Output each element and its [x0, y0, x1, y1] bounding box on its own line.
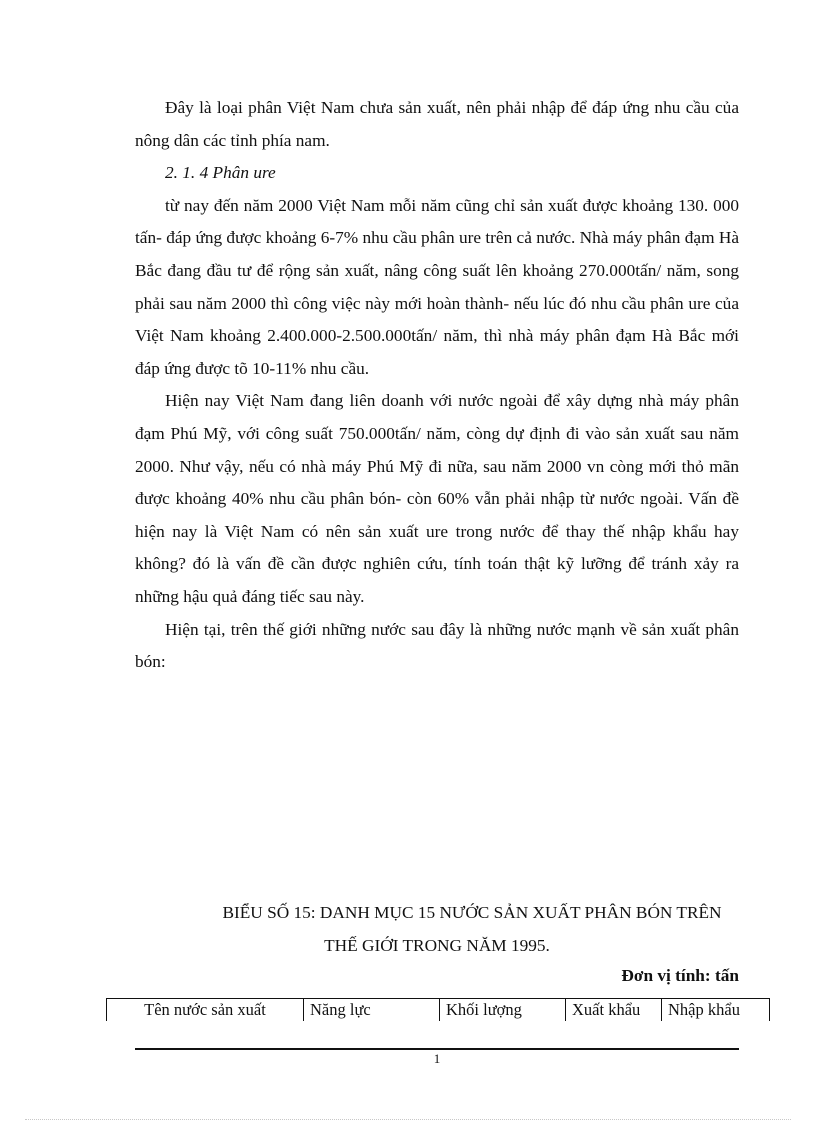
- table-title-line-2: THẾ GIỚI TRONG NĂM 1995.: [324, 935, 550, 955]
- body-text: [135, 92, 739, 679]
- paragraph-intro: Đây là loại phân Việt Nam chưa sản xuất, nên phải nhập để đáp ứng nhu cầu của nông dân các tỉnh phía nam.: [135, 98, 739, 150]
- column-header-export: Xuất khẩu: [565, 999, 661, 1021]
- unit-label: Đơn vị tính: tấn: [621, 966, 739, 985]
- page-edge-divider: [25, 1119, 791, 1120]
- footer-divider: [135, 1048, 739, 1050]
- section-heading: 2. 1. 4 Phân ure: [165, 163, 276, 183]
- column-header-capacity: Năng lực: [303, 999, 439, 1021]
- column-header-import: Nhập khẩu: [661, 999, 769, 1021]
- table-title-line-1: BIỂU SỐ 15: DANH MỤC 15 NƯỚC SẢN XUẤT PHÂN BÓN TRÊN: [222, 903, 722, 922]
- column-header-volume: Khối lượng: [439, 999, 565, 1021]
- table-header-row: [106, 998, 770, 1021]
- table-title: [135, 897, 739, 962]
- paragraph-phu-my: Hiện nay Việt Nam đang liên doanh với nước ngoài để xây dựng nhà máy phân đạm Phú Mỹ, với công suất 750.000tấn/ năm, còng dự định đi vào sản xuất sau năm 2000. Như vậy, nếu có nhà máy Phú Mỹ đi nữa, sau năm 2000 vn còng mới thỏ mãn được khoảng 40% nhu cầu phân bón- còn 60% vẫn phải nhập từ nước ngoài. Vấn đề hiện nay là Việt Nam có nên sản xuất ure trong nước để thay thế nhập khẩu hay không? đó là vấn đề cần được nghiên cứu, tính toán thật kỹ lưỡng để tránh xảy ra những hậu quả đáng tiếc sau này.: [135, 391, 739, 606]
- paragraph-world-producers: Hiện tại, trên thế giới những nước sau đây là những nước mạnh về sản xuất phân bón:: [135, 619, 739, 672]
- column-header-country: Tên nước sản xuất: [144, 1000, 266, 1019]
- page-number: 1: [433, 1051, 441, 1066]
- paragraph-urea-production: từ nay đến năm 2000 Việt Nam mỗi năm cũng chỉ sản xuất được khoảng 130. 000 tấn- đáp ứng được khoảng 6-7% nhu cầu phân ure trên cả nước. Nhà máy phân đạm Hà Bắc đang đầu tư để rộng sản xuất, nâng công suất lên khoảng 270.000tấn/ năm, song phải sau năm 2000 thì công việc này mới hoàn thành- nếu lúc đó nhu cầu phân ure của Việt Nam khoảng 2.400.000-2.500.000tấn/ năm, thì nhà máy phân đạm Hà Bắc mới đáp ứng được tõ 10-11% nhu cầu.: [135, 195, 739, 378]
